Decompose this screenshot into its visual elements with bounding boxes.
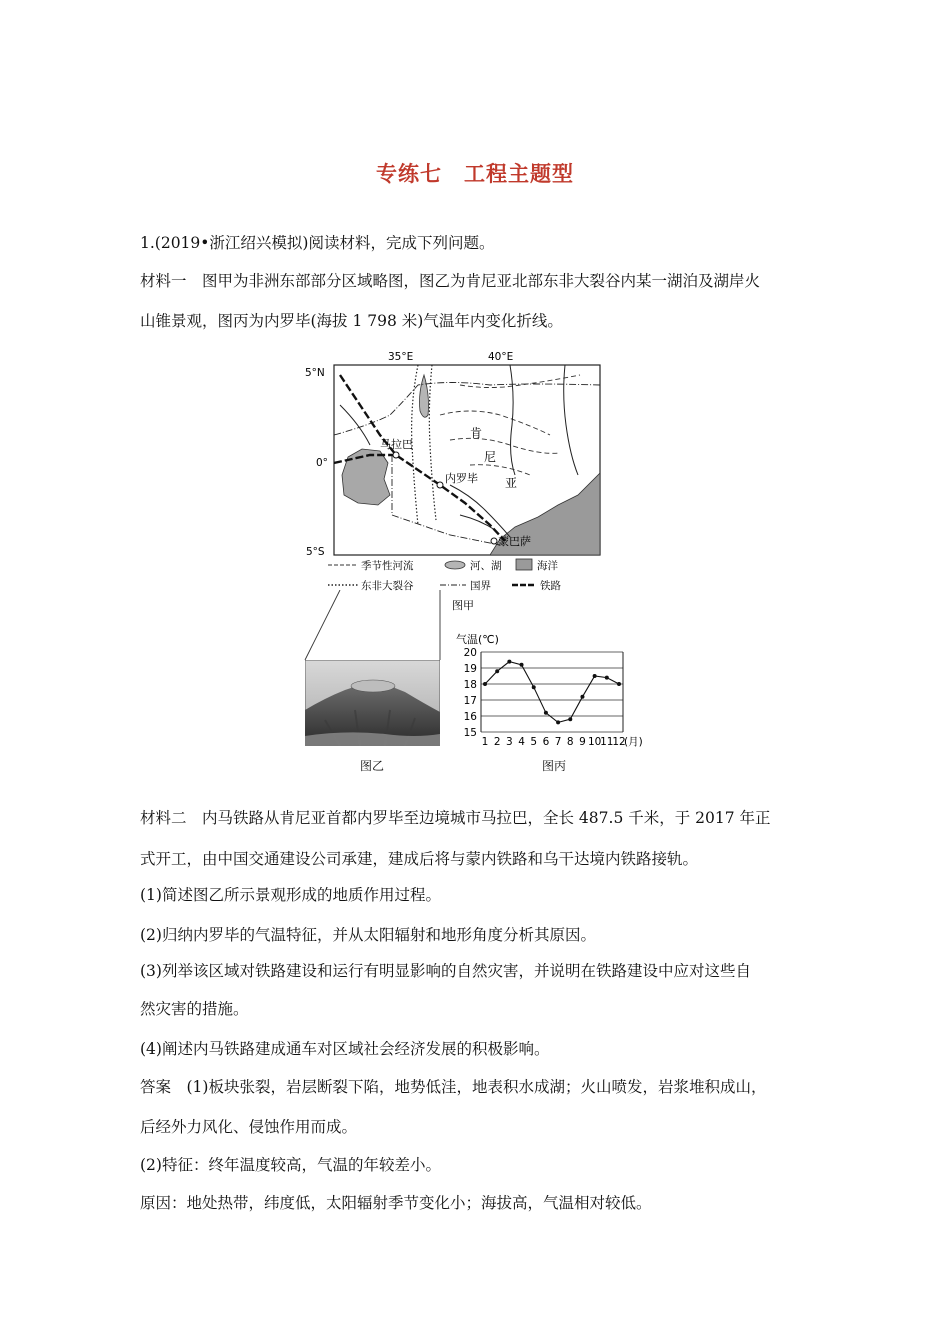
- zoom-connector: [300, 590, 450, 665]
- temperature-point: [507, 660, 511, 664]
- country-char-3: 亚: [505, 476, 518, 490]
- material-two-line-2: 式开工，由中国交通建设公司承建，建成后将与蒙内铁路和乌干达境内铁路接轨。: [140, 850, 699, 868]
- figure-bing-chart: [450, 630, 650, 750]
- x-tick-label: 8: [566, 736, 574, 748]
- y-tick-label: 15: [463, 727, 477, 739]
- country-char-2: 尼: [484, 450, 497, 464]
- legend-railway: 铁路: [540, 580, 561, 592]
- figure-jia-map: [300, 345, 605, 615]
- figure-yi-photo: [305, 660, 440, 746]
- answer-line-2: 后经外力风化、侵蚀作用而成。: [140, 1118, 358, 1136]
- temperature-point: [483, 682, 487, 686]
- question-intro: 1.(2019•浙江绍兴模拟)阅读材料，完成下列问题。: [140, 234, 495, 252]
- temperature-point: [605, 676, 609, 680]
- material-two-line-1: 材料二 内马铁路从肯尼亚首都内罗毕至边境城市马拉巴，全长 487.5 千米，于 2017 年正: [140, 809, 771, 827]
- legend-border: 国界: [470, 580, 491, 592]
- lake-victoria: [342, 449, 390, 505]
- y-tick-label: 17: [463, 695, 477, 707]
- material-one-line-2: 山锥景观，图丙为内罗毕(海拔 1 798 米)气温年内变化折线。: [140, 312, 563, 330]
- y-axis-label: 气温(℃): [456, 633, 499, 646]
- x-tick-label: 10: [587, 736, 602, 748]
- city-label-malaba: 马拉巴: [380, 438, 413, 451]
- x-tick-label: 2: [493, 736, 501, 748]
- figure-bing-caption: 图丙: [542, 759, 567, 773]
- temperature-series-line: [485, 662, 619, 723]
- legend-river-lake-symbol: [445, 561, 465, 569]
- temperature-point: [532, 685, 536, 689]
- figure-yi-caption: 图乙: [360, 759, 385, 773]
- answer-line-1: 答案 (1)板块张裂，岩层断裂下陷，地势低洼，地表积水成湖；火山喷发，岩浆堆积成山，: [140, 1078, 767, 1096]
- x-tick-label: 1: [481, 736, 489, 748]
- y-tick-label: 16: [463, 711, 477, 723]
- legend-ocean-symbol: [516, 559, 532, 570]
- city-label-nairobi: 内罗毕: [445, 472, 478, 485]
- x-axis-unit: (月): [624, 736, 643, 748]
- x-tick-label: 5: [530, 736, 538, 748]
- legend-seasonal-river: 季节性河流: [361, 560, 414, 572]
- temperature-point: [617, 682, 621, 686]
- city-marker-mombasa: [491, 538, 497, 544]
- question-4: (4)阐述内马铁路建成通车对区域社会经济发展的积极影响。: [140, 1040, 550, 1058]
- x-tick-label: 6: [542, 736, 550, 748]
- y-tick-label: 20: [463, 647, 477, 659]
- country-char-1: 肯: [470, 426, 483, 440]
- lon-label-40e: 40°E: [488, 351, 514, 363]
- temperature-point: [568, 717, 572, 721]
- y-tick-label: 18: [463, 679, 477, 691]
- page-title: 专练七 工程主题型: [376, 162, 574, 186]
- temperature-point: [544, 711, 548, 715]
- legend-rift: 东非大裂谷: [361, 580, 414, 592]
- city-marker-nairobi: [437, 482, 443, 488]
- x-tick-label: 3: [506, 736, 513, 748]
- temperature-point: [580, 695, 584, 699]
- legend-river-lake: 河、湖: [470, 560, 502, 572]
- x-tick-label: 7: [554, 736, 562, 748]
- x-tick-label: 4: [518, 736, 525, 748]
- question-1: (1)简述图乙所示景观形成的地质作用过程。: [140, 886, 441, 904]
- y-tick-label: 19: [463, 663, 477, 675]
- x-tick-label: 9: [579, 736, 586, 748]
- x-tick-label: 11: [600, 736, 614, 748]
- temperature-point: [593, 674, 597, 678]
- question-2: (2)归纳内罗毕的气温特征，并从太阳辐射和地形角度分析其原因。: [140, 926, 596, 944]
- temperature-point: [556, 720, 560, 724]
- x-tick-label: 12: [612, 736, 626, 748]
- legend-ocean: 海洋: [537, 560, 558, 572]
- temperature-point: [520, 663, 524, 667]
- city-marker-malaba: [393, 452, 399, 458]
- question-3-line-1: (3)列举该区域对铁路建设和运行有明显影响的自然灾害，并说明在铁路建设中应对这些自: [140, 962, 751, 980]
- answer-line-3: (2)特征：终年温度较高，气温的年较差小。: [140, 1156, 441, 1174]
- lat-label-0: 0°: [316, 457, 328, 469]
- lat-label-5s: 5°S: [306, 546, 325, 558]
- material-one-line-1: 材料一 图甲为非洲东部部分区域略图，图乙为肯尼亚北部东非大裂谷内某一湖泊及湖岸火: [140, 272, 761, 290]
- temperature-point: [495, 669, 499, 673]
- lat-label-5n: 5°N: [305, 367, 325, 379]
- figure-jia-caption: 图甲: [452, 599, 474, 612]
- answer-line-4: 原因：地处热带，纬度低，太阳辐射季节变化小；海拔高，气温相对较低。: [140, 1194, 652, 1212]
- question-3-line-2: 然灾害的措施。: [140, 1000, 249, 1018]
- lon-label-35e: 35°E: [388, 351, 414, 363]
- city-label-mombasa: 蒙巴萨: [498, 535, 531, 548]
